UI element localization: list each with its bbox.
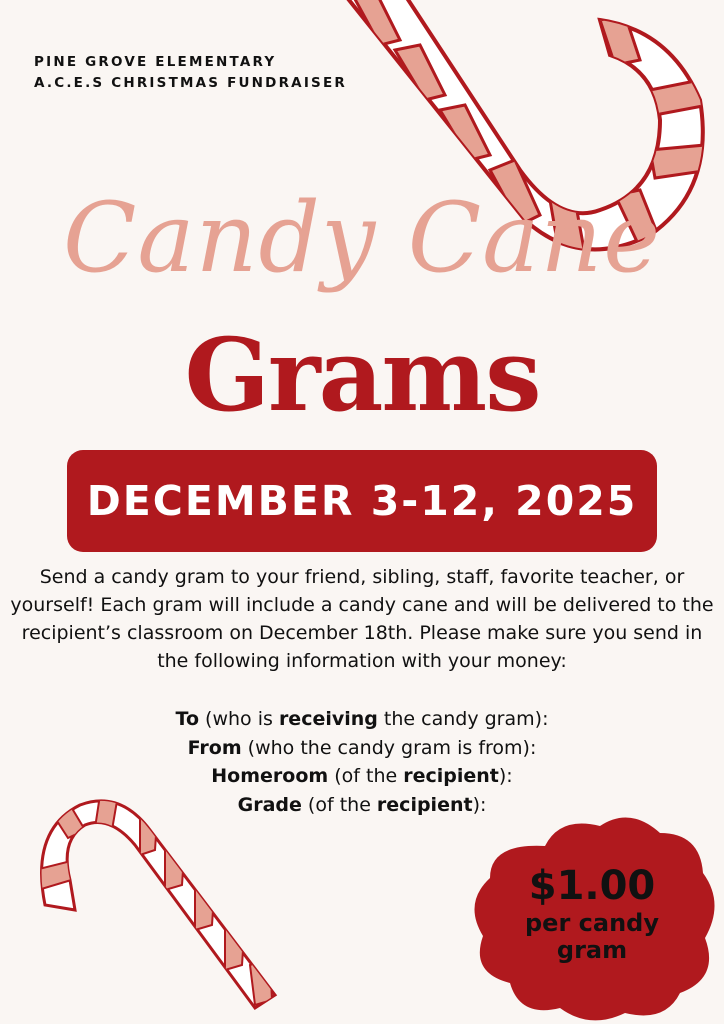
fundraiser-name: A.C.E.S CHRISTMAS FUNDRAISER bbox=[34, 75, 347, 91]
field-to-pre: (who is bbox=[199, 708, 279, 730]
price-label bbox=[465, 862, 719, 964]
description-text: Send a candy gram to your friend, sibling, staff, favorite teacher, or yourself! Each gram will include a candy cane and will be delivered to the recipient’s classroom on December 18th. Please make sure you send in the following information with your money: bbox=[10, 566, 714, 672]
field-grade-pre: (of the bbox=[301, 793, 377, 816]
info-fields bbox=[0, 705, 724, 819]
date-text: DECEMBER 3-12, 2025 bbox=[86, 477, 638, 525]
field-to-post: the candy gram): bbox=[377, 708, 549, 730]
field-from-label: From bbox=[187, 736, 242, 759]
field-grade-post: ): bbox=[472, 793, 487, 816]
field-grade-label: Grade bbox=[237, 793, 302, 816]
price-unit-line1: per candy bbox=[525, 909, 659, 937]
field-to-emphasis: receiving bbox=[278, 708, 378, 730]
field-homeroom-emphasis: recipient bbox=[403, 765, 499, 787]
field-homeroom-post: ): bbox=[498, 765, 513, 787]
field-from-desc: (who the candy gram is from): bbox=[241, 736, 537, 759]
date-banner bbox=[67, 450, 657, 552]
field-from bbox=[0, 734, 724, 763]
field-homeroom bbox=[0, 762, 724, 791]
candy-cane-icon bbox=[30, 790, 280, 1015]
price-unit-line2: gram bbox=[556, 936, 628, 964]
field-homeroom-label: Homeroom bbox=[211, 765, 329, 787]
script-title: Candy Cane bbox=[62, 182, 662, 294]
field-grade-emphasis: recipient bbox=[376, 793, 473, 816]
description bbox=[6, 563, 718, 675]
main-title: Grams bbox=[184, 316, 540, 434]
price-amount: $1.00 bbox=[528, 863, 656, 909]
organization-header bbox=[34, 52, 347, 94]
field-to-label: To bbox=[175, 708, 200, 730]
field-to bbox=[0, 705, 724, 734]
school-name: PINE GROVE ELEMENTARY bbox=[34, 54, 277, 70]
field-homeroom-pre: (of the bbox=[328, 765, 404, 787]
